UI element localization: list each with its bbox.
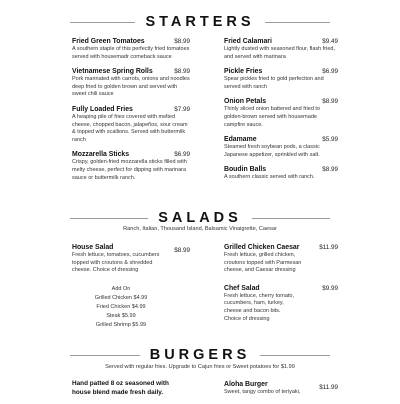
item-name: Fully Loaded Fries: [72, 105, 133, 113]
item-name: House Salad: [72, 244, 114, 251]
logo-ornament-icon: [28, 0, 58, 6]
menu-item: [72, 106, 190, 144]
item-price: $9.49: [322, 38, 338, 45]
item-price: $7.99: [174, 105, 190, 113]
menu-item: [72, 38, 190, 61]
item-description: Lightly dusted with seasoned flour, flash fried, and served with marinara: [224, 46, 335, 60]
burgers-title: BURGERS: [140, 347, 261, 363]
item-description: Spear pickles fried to gold perfection and served with ranch: [224, 76, 324, 90]
item-price: $6.99: [174, 151, 190, 159]
salads-title: SALADS: [148, 210, 252, 226]
item-description: Fresh lettuce, tomatoes, cucumbers topped with croutons & shredded cheese. Choice of dressing: [72, 252, 160, 274]
item-price: $8.99: [174, 38, 190, 45]
item-price: $5.99: [322, 136, 338, 144]
item-name: Chef Salad: [224, 284, 260, 292]
menu-item: [224, 98, 338, 129]
item-price: $11.99: [319, 384, 338, 391]
item-name: Grilled Chicken Caesar: [224, 244, 300, 251]
menu-item: [72, 68, 190, 99]
addon-item: Steak $5.99: [106, 313, 136, 319]
starters-right-column: [224, 38, 338, 189]
salads-dressings-note: Ranch, Italian, Thousand Island, Balsamic Vinaigrette, Caesar: [123, 226, 277, 232]
starters-left-column: [72, 38, 190, 189]
menu-item: [224, 381, 338, 397]
item-description: Fresh lettuce, grilled chicken, croutons topped with Parmesan cheese, and Caesar dressing: [224, 252, 302, 274]
salads-heading: [0, 208, 400, 228]
menu-item: [224, 244, 338, 275]
menu-item: [72, 151, 190, 182]
menu-item: [224, 136, 338, 159]
item-name: Fried Calamari: [224, 38, 272, 45]
addon-item: Fried Chicken $4.99: [96, 304, 146, 310]
addon-item: Grilled Chicken $4.99: [94, 295, 148, 301]
starters-heading: [0, 12, 400, 32]
item-description: Crispy, golden-fried mozzarella sticks filled with melty cheese, perfect for dipping with marinara sauce or buttermilk ranch.: [72, 159, 187, 181]
menu-item: [224, 285, 338, 323]
burgers-left-column: [72, 380, 184, 397]
item-name: Aloha Burger: [224, 381, 268, 388]
salads-right-column: [224, 244, 338, 330]
item-name: Vietnamese Spring Rolls: [72, 68, 153, 76]
burgers-right-column: [224, 381, 338, 404]
item-description: A heaping pile of fries covered with melted cheese, chopped bacon, jalapeños, sour cream & topped with scallions. Served with buttermilk ranch: [72, 113, 188, 143]
item-price: $8.99: [174, 247, 190, 254]
item-price: $9.99: [322, 284, 338, 292]
item-description: Pork marinated with carrots, onions and noodles deep fried to golden brown and served with sweet chili sauce: [72, 76, 190, 98]
item-description: A southern staple of this perfectly fried tomatoes served with housemadr comeback sauce: [72, 46, 190, 60]
menu-item: [224, 166, 338, 182]
menu-item: [224, 68, 338, 91]
menu-item: [224, 38, 338, 61]
item-price: $8.99: [322, 98, 338, 106]
item-description: A southern classic served with ranch.: [224, 174, 315, 181]
item-name: Boudin Balls: [224, 166, 267, 174]
burgers-intro-text: Hand patted 8 oz seasoned with house blend made fresh daily.: [72, 380, 169, 396]
item-name: Fried Green Tomatoes: [72, 38, 145, 45]
salad-addons: [62, 285, 180, 330]
item-description: Thinly sliced onion battered and fried to golden-brown served with housemade campfire sauce.: [224, 106, 321, 128]
menu-item: [72, 244, 190, 275]
item-price: $11.99: [319, 244, 338, 251]
item-description: Steamed fresh soybean pods, a classic Japanese appetizer, sprinkled with salt.: [224, 144, 320, 158]
addon-item: Grilled Shrimp $5.99: [95, 322, 147, 328]
item-description: Fresh lettuce, cherry tomato, cucumbers, ham, turkey, cheese and bacon bits. Choice of dressing: [224, 292, 294, 322]
item-name: Pickle Fries: [224, 68, 263, 76]
item-price: $8.99: [322, 166, 338, 174]
item-price: $8.99: [174, 68, 190, 76]
addon-heading: Add On: [111, 286, 131, 292]
salads-left-column: [72, 244, 190, 282]
item-name: Edamame: [224, 136, 257, 144]
item-price: $6.99: [322, 68, 338, 76]
item-description: Sweet, tangy combo of teriyaki,: [224, 389, 301, 395]
burgers-heading: [0, 345, 400, 365]
item-name: Onion Petals: [224, 98, 267, 106]
burgers-fries-note: Served with regular fries. Upgrade to Cajun fries or Sweet potatoes for $1.99: [105, 364, 295, 370]
item-name: Mozzarella Sticks: [72, 151, 130, 159]
starters-title: STARTERS: [135, 14, 264, 30]
